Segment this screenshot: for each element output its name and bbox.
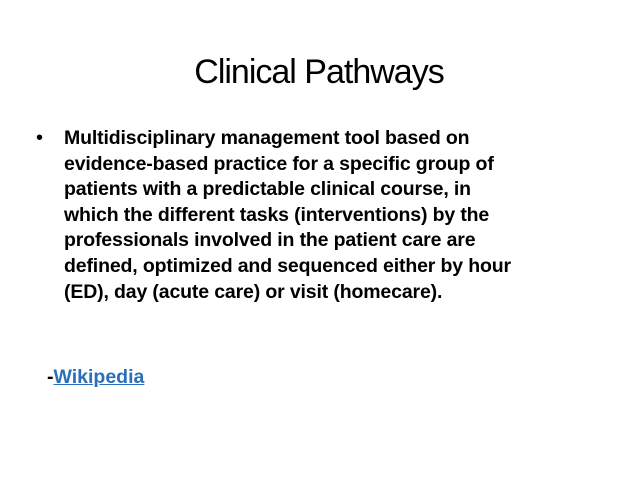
bullet-dot-icon: • xyxy=(36,127,44,149)
bullet-line: (ED), day (acute care) or visit (homecare). xyxy=(64,280,443,303)
bullet-line: which the different tasks (interventions) by the xyxy=(64,203,490,226)
wikipedia-link[interactable]: Wikipedia xyxy=(53,366,145,388)
slide-title: Clinical Pathways xyxy=(194,53,444,91)
bullet-line: evidence-based practice for a specific group of xyxy=(64,152,494,175)
bullet-line: defined, optimized and sequenced either by hour xyxy=(64,254,511,277)
bullet-text xyxy=(64,126,596,305)
source-prefix: - xyxy=(47,366,54,388)
bullet-line: patients with a predictable clinical course, in xyxy=(64,178,471,201)
bullet-line: Multidisciplinary management tool based on xyxy=(64,127,470,149)
bullet-point xyxy=(36,126,596,305)
source-attribution xyxy=(47,364,144,390)
bullet-line: professionals involved in the patient care are xyxy=(64,229,476,252)
